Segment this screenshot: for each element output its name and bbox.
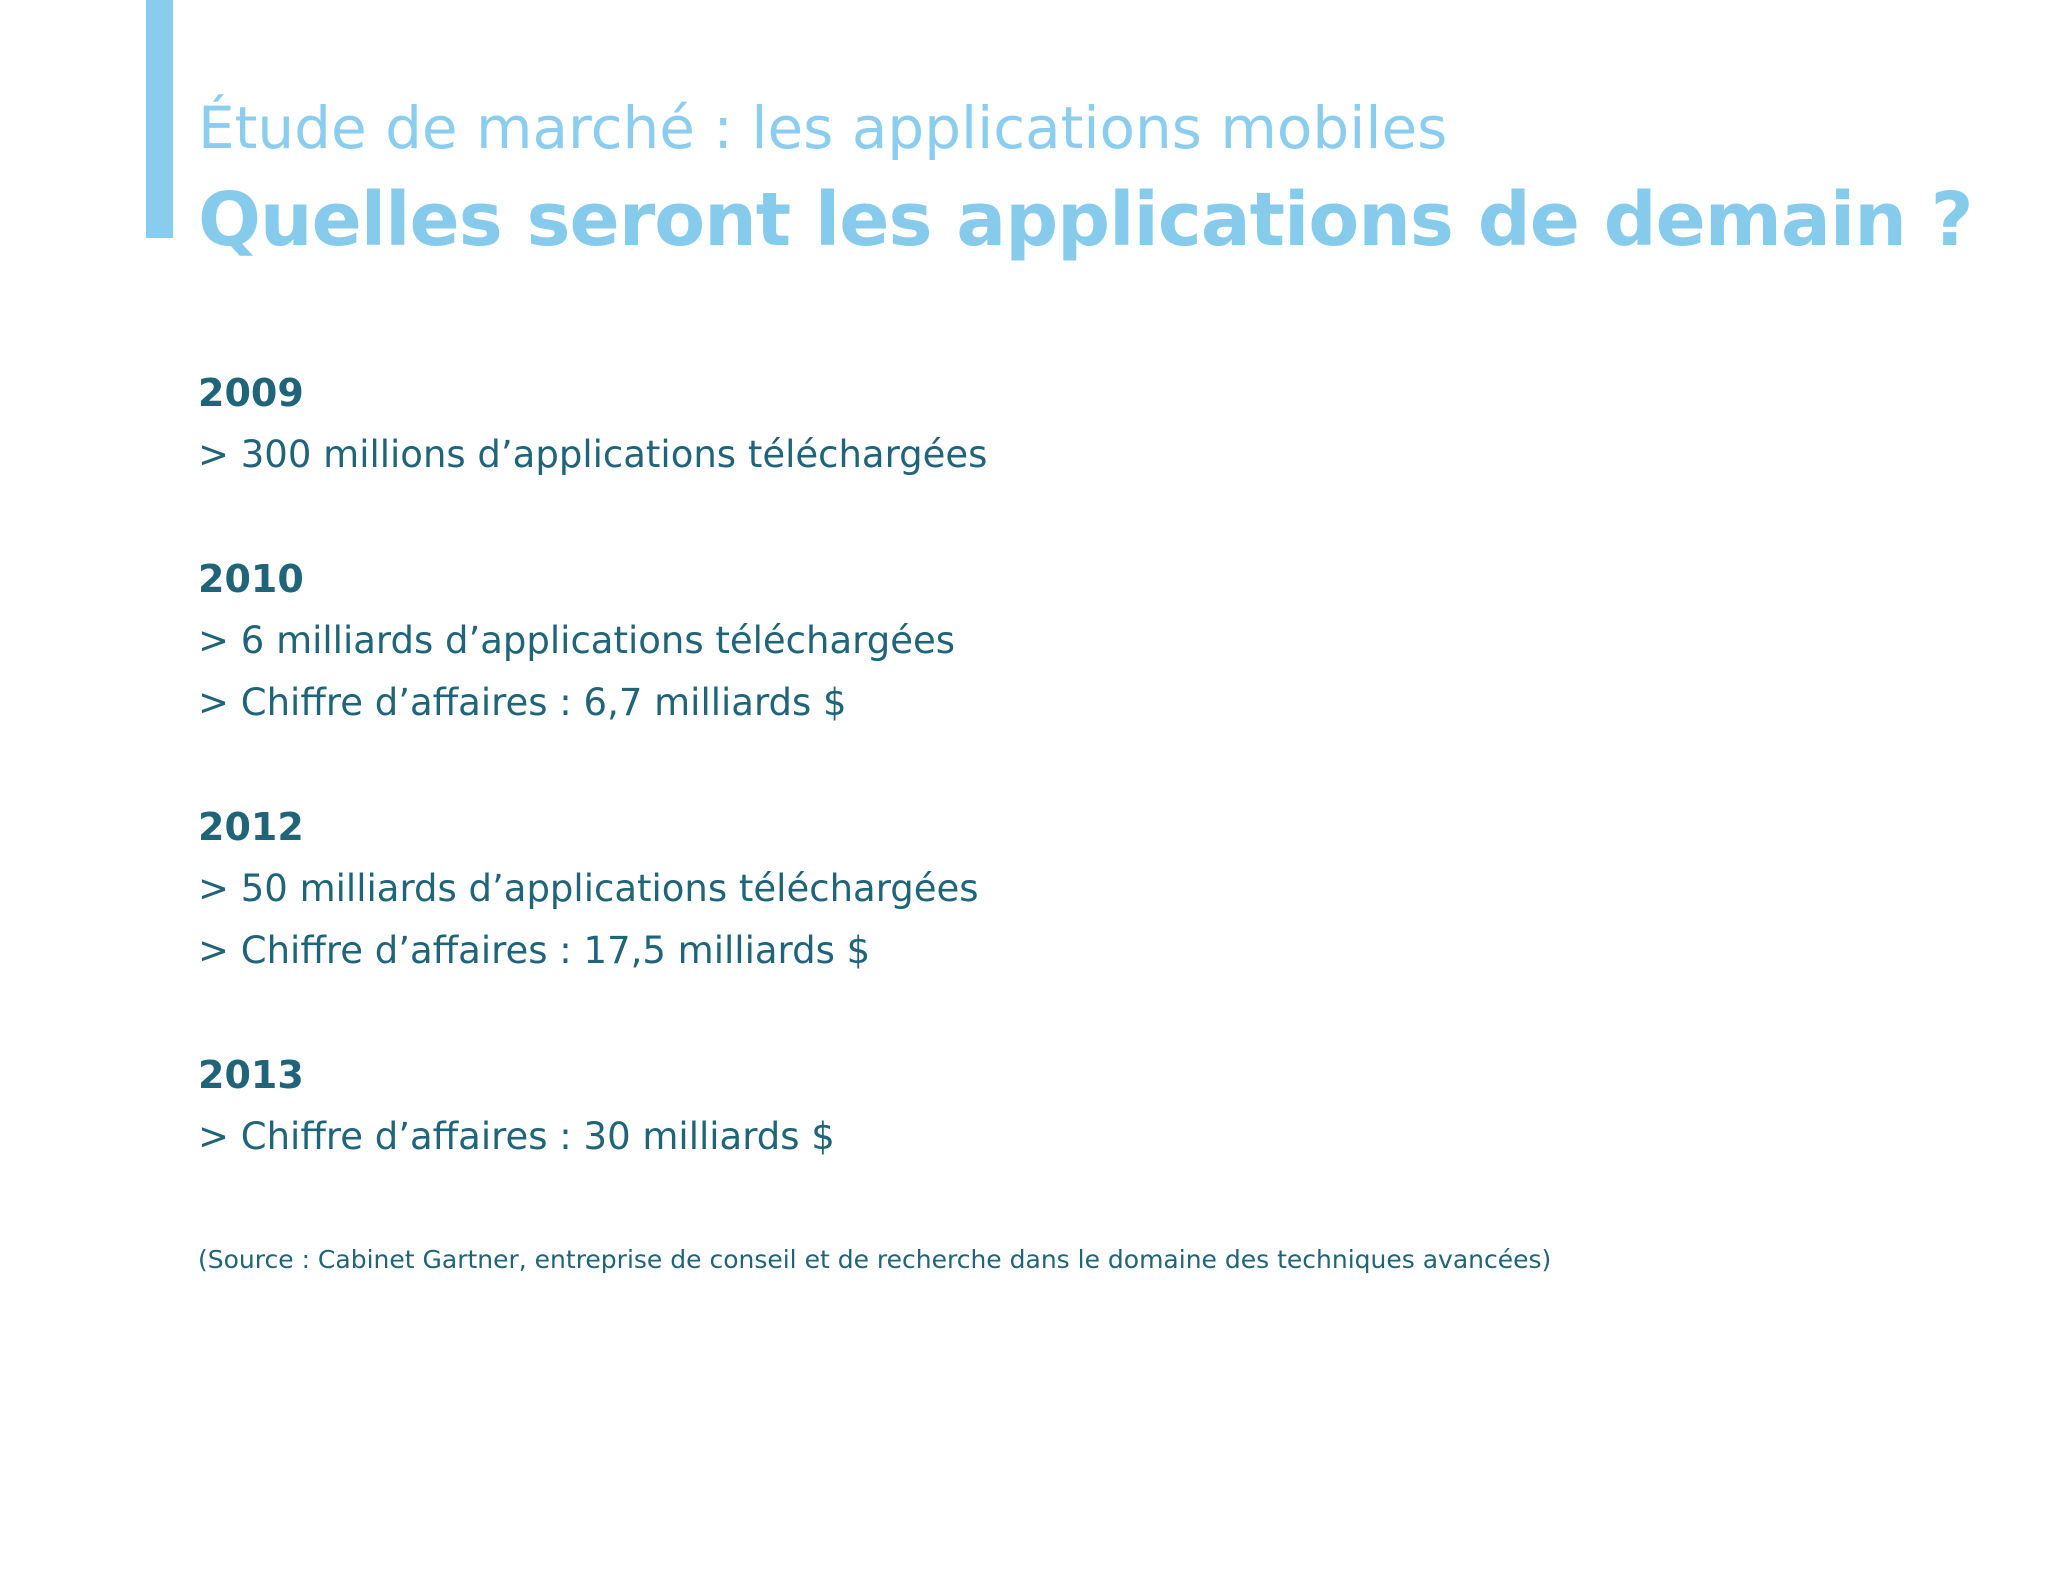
year-block-2010 <box>198 548 1958 734</box>
year-block-2009 <box>198 362 1958 486</box>
timeline-item: > 50 milliards d’applications téléchargées <box>198 867 979 910</box>
page-title: Quelles seront les applications de demain ? <box>198 177 1973 263</box>
timeline-item: > Chiffre d’affaires : 30 milliards $ <box>198 1115 835 1158</box>
year-label: 2010 <box>198 557 304 601</box>
year-label: 2013 <box>198 1053 304 1097</box>
year-block-2013 <box>198 1044 1958 1168</box>
year-block-2012 <box>198 796 1958 982</box>
page-subtitle: Étude de marché : les applications mobiles <box>198 94 1448 162</box>
timeline-item: > 300 millions d’applications téléchargées <box>198 433 988 476</box>
source-note: (Source : Cabinet Gartner, entreprise de conseil et de recherche dans le domaine des techniques avancées) <box>198 1245 1552 1274</box>
accent-bar <box>146 0 173 238</box>
timeline-item: > 6 milliards d’applications téléchargées <box>198 619 956 662</box>
timeline-item: > Chiffre d’affaires : 6,7 milliards $ <box>198 681 847 724</box>
page-header <box>198 86 1998 270</box>
year-label: 2009 <box>198 371 304 415</box>
timeline <box>198 362 1958 1230</box>
timeline-item: > Chiffre d’affaires : 17,5 milliards $ <box>198 929 871 972</box>
year-label: 2012 <box>198 805 304 849</box>
